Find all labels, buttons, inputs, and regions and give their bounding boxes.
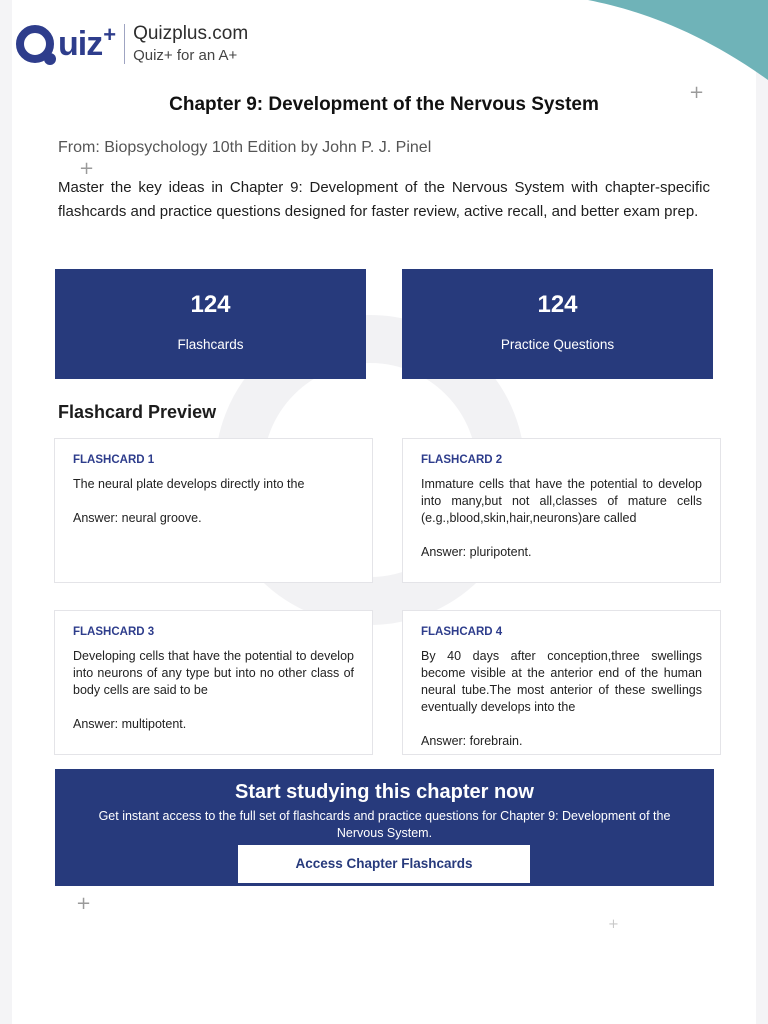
plus-decoration: + — [79, 158, 95, 179]
flashcard-2[interactable] — [402, 438, 721, 583]
site-tagline: Quiz+ for an A+ — [133, 46, 238, 64]
cta-banner — [55, 769, 714, 886]
brand-logo[interactable] — [16, 24, 248, 64]
logo-text — [133, 24, 248, 64]
intro-paragraph: Master the key ideas in Chapter 9: Development of the Nervous System with chapter-specific flashcards and practice questions designed for faster review, active recall, and better exam prep. — [58, 179, 710, 220]
flashcard-question: By 40 days after conception,three swellings become visible at the anterior end of the human neural tube.The most anterior of these swellings eventually develops into the — [421, 649, 702, 714]
stat-practice-questions — [402, 269, 713, 379]
flashcard-answer: Answer: forebrain. — [421, 734, 523, 748]
plus-decoration: + — [689, 82, 705, 103]
site-name: Quizplus.com — [133, 23, 249, 45]
corner-decoration — [568, 0, 768, 90]
flashcard-answer: Answer: neural groove. — [73, 511, 202, 525]
flashcard-title: FLASHCARD 2 — [421, 454, 503, 466]
stat-number: 124 — [537, 291, 578, 318]
flashcard-question: Immature cells that have the potential to develop into many,but not all,classes of mature cells (e.g.,blood,skin,hair,neurons)are called — [421, 477, 702, 525]
logo-wordmark: uiz — [58, 24, 103, 63]
flashcard-answer: Answer: multipotent. — [73, 717, 187, 731]
cta-title: Start studying this chapter now — [235, 781, 534, 803]
flashcard-1[interactable] — [54, 438, 373, 583]
flashcard-title: FLASHCARD 1 — [73, 454, 155, 466]
page-title: Chapter 9: Development of the Nervous System — [169, 94, 599, 115]
quizplus-logo-icon — [16, 22, 117, 64]
flashcard-answer: Answer: pluripotent. — [421, 545, 532, 559]
plus-decoration: + — [608, 917, 619, 932]
source-line: From: Biopsychology 10th Edition by John P. J. Pinel — [58, 139, 432, 156]
flashcard-title: FLASHCARD 4 — [421, 626, 503, 638]
plus-decoration: + — [76, 893, 92, 914]
cta-subtitle: Get instant access to the full set of flashcards and practice questions for Chapter 9: Development of the Nervous System. — [98, 809, 671, 840]
flashcard-title: FLASHCARD 3 — [73, 626, 155, 638]
stat-flashcards — [55, 269, 366, 379]
flashcard-question: The neural plate develops directly into the — [73, 477, 305, 491]
flashcard-preview-heading: Flashcard Preview — [58, 402, 217, 422]
logo-divider — [124, 24, 125, 64]
flashcard-4[interactable] — [402, 610, 721, 755]
access-flashcards-button[interactable]: Access Chapter Flashcards — [238, 845, 530, 883]
stat-label: Practice Questions — [500, 337, 615, 352]
logo-plus: + — [103, 22, 117, 47]
stat-number: 124 — [190, 291, 231, 318]
flashcard-question: Developing cells that have the potential to develop into neurons of any type but into no other class of body cells are said to be — [73, 649, 354, 697]
flashcard-3[interactable] — [54, 610, 373, 755]
stat-label: Flashcards — [177, 337, 244, 352]
